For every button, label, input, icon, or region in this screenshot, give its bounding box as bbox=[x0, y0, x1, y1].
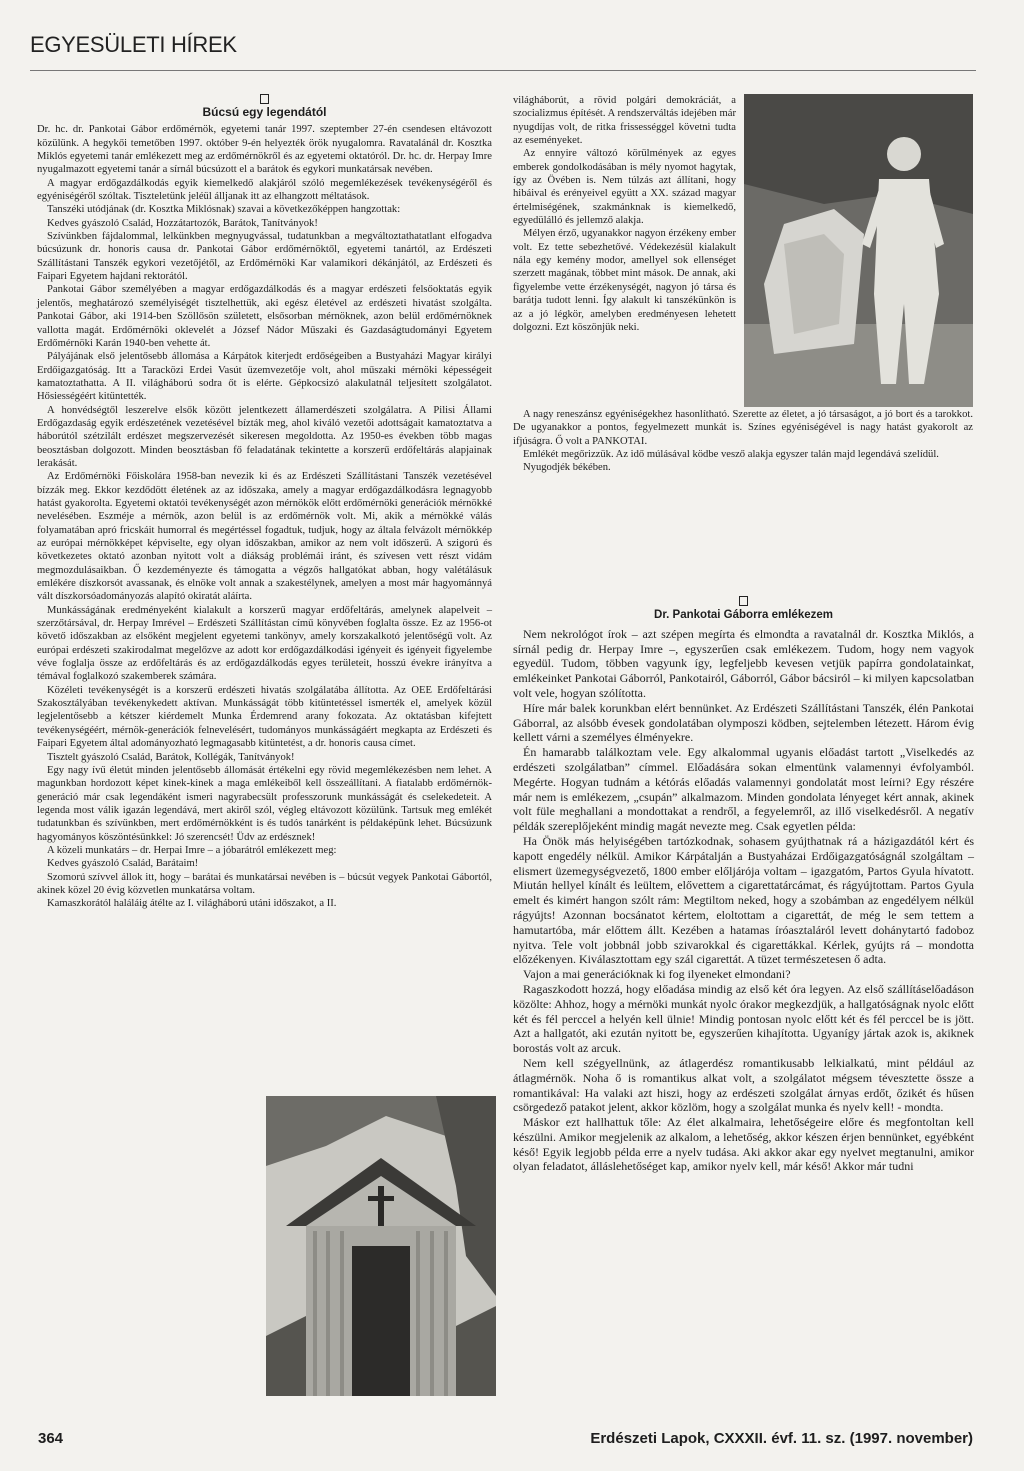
paragraph: Nyugodjék békében. bbox=[523, 462, 611, 474]
paragraph: Közéleti tevékenységét is a korszerű erdészeti hivatás szolgálatába állította. Az OEE Erdőfeltárási Szakosztályában tevékenykedett aktívan. Munkásságát több kitüntetéssel ismerték el, amelyek közül legjelentősebb a kétszer kiérdemelt Munka Érdemrend arany fokozata. Az oktatásban kifejtett tevékenységéért, mérnök-generációk felnevelésért, tudományos munkásságáért megkapta az Erdészeti és Faipari Egyetem által adományozható legmagasabb kitüntetést, a dr. honoris causa címet. bbox=[37, 684, 492, 750]
page-number: 364 bbox=[38, 1430, 64, 1447]
paragraph: Pankotai Gábor személyében a magyar erdőgazdálkodás és a magyar erdészeti felsőoktatás egyik jelentős, meghatározó személyiségét tisztelhettük, aki egész életével az erdészeti hivatást szolgálta. Pankotai Gábor, aki 1914-ben Szöllősön született, elsősorban mérnöknek, azon belül erdőmérnöknek vallotta magát. Erdőmérnöki oklevelét a József Nádor Műszaki és Gazdaságtudományi Egyetem Erdőmérnöki Karán 1940-ben vehette át. bbox=[37, 284, 492, 349]
section-marker-icon bbox=[260, 94, 269, 104]
paragraph: Nem kell szégyellnünk, az átlagerdész romantikusabb lelkialkatú, mint például az átlagmérnök. Noha ő is romantikus alkat volt, a szolgálatot mégsem tévesztette össze a romantikával: Ha valaki azt hiszi, hogy az erdészeti szolgálat árnyas erdőt, őzikét és hűsen csörgedező patakot jelent, akkor közlöm, hogy a szolgálat munka és nyelv kell! - mondta. bbox=[513, 1055, 974, 1115]
paragraph: Szomorú szívvel állok itt, hogy – barátai és munkatársai nevében is – búcsút vegyek Pankotai Gábortól, akinek közel 20 évig közvetlen munkatársa voltam. bbox=[37, 871, 492, 896]
paragraph: Híre már balek korunkban elért bennünket. Az Erdészeti Szállítástani Tanszék, élén Pankotai Gáborral, az alsóbb évesek gondolatában olymposzi ködben, sejtelemben létezett. Három évig kellett várni a személyes élményekre. bbox=[513, 700, 974, 745]
paragraph: Az ennyire változó körülmények az egyes emberek gondolkodásában is mély nyomot hagytak, így az Övében is. Nem túlzás azt állítani, hogy hibáival és erényeivel együtt a XX. század magyar értelmiségének, szakmánknak is kiemelkedő, egyedülálló és jellemző alakja. bbox=[513, 148, 736, 227]
paragraph: Máskor ezt hallhattuk tőle: Az élet alkalmaira, lehetőségeire előre és megfontoltan kell készülni. Amikor megjelenik az alkalom, a lehetőség, akkor készen érjen bennünket, egyébként késő! Egyik legjobb példa erre a nyelv tudása. Aki akkor akar egy nyelvet megtanulni, amikor olyan feladatot, álláslehetőséget kap, amikor nyelv kell, már késő! Akkor már tudni bbox=[513, 1115, 974, 1174]
paragraph: Pályájának első jelentősebb állomása a Kárpátok kiterjedt erdőségeiben a Bustyaházi Magyar királyi Erdőigazgatóság. Itt a Taracközi Erdei Vasút üzemvezetője volt, ahol műszaki mérnöki képességeit kamatoztathatta. A II. világháború sodra őt is elérte. Gépkocsizó alakulatnál teljesített szolgálatot. Hősiességéért kitüntették. bbox=[37, 351, 492, 403]
paragraph: Emlékét megőrizzük. Az idő múlásával ködbe vesző alakja egyszer talán majd legendává szelídül. bbox=[523, 449, 939, 461]
paragraph: Szívünkben fájdalommal, lelkünkben megnyugvással, tudatunkban a megváltoztathatatlant elfogadva búcsúzunk dr. honoris causa dr. Pankotai Gábor erdőmérnöktől, egyetemi tanártól, az Erdészeti Szállítástani Tanszék egykori vezetőjétől, az Erdőmérnöki Kar valamikori dékánjától, az Erdészeti és Faipari Egyetem hajdani rektorától. bbox=[37, 231, 492, 283]
paragraph: Mélyen érző, ugyanakkor nagyon érzékeny ember volt. Ez tette sebezhetővé. Védekezésül kialakult nála egy kemény modor, amellyel sok ellenséget szerzett magának, többet mint mások. De annak, aki figyelembe vette érzékenységét, nagyon jó társa és barátja tudott lenni. Így alakult ki tanszékünkön is az a jó légkör, amelyben eredményesen lehetett dolgozni. Ezt köszönjük neki. bbox=[513, 228, 736, 333]
article1-right-top-column bbox=[513, 94, 736, 334]
article1-left-body bbox=[37, 123, 492, 910]
paragraph: világháborút, a rövid polgári demokráciát, a szocializmus építését. A rendszerváltás idejében már nyugdíjas volt, de ritka frissességgel követni tudta az eseményeket. bbox=[513, 95, 736, 147]
paragraph: Tisztelt gyászoló Család, Barátok, Kollégák, Tanítványok! bbox=[47, 751, 295, 763]
paragraph: Tanszéki utódjának (dr. Kosztka Miklósnak) szavai a következőképpen hangzottak: bbox=[47, 204, 401, 216]
paragraph: Munkásságának eredményeként kialakult a korszerű magyar erdőfeltárás, amelynek alapelveit – szerzőtársával, dr. Herpay Imrével – Erdészeti Szállítástan című könyvében foglalta össze. Ez az 1956-ot követő időszakban az elsőként megjelent egyetemi tankönyv, amely korszakalkotó jelentőségű volt. Az európai erdészeti szakirodalmat megelőzve az adott kor erdőgazdálkodási igényeit és igényeit figyelembe véve foglalja össze az erdőfeltárás és az erdőgazdálkodás egyes területeit, hosszú évekre irányítva a témával foglalkozó szakemberek számára. bbox=[37, 604, 492, 683]
article2-body bbox=[513, 627, 974, 1174]
paragraph: Kamaszkorától haláláig átélte az I. világháború utáni időszakot, a II. bbox=[47, 898, 337, 910]
paragraph: Ragaszkodott hozzá, hogy előadása mindig az első két óra legyen. Az első szállításelőadáson közölte: Ahhoz, hogy a mérnöki munkát nyolc órakor megkezdjük, a hallgatóságnak nyolc előtt két és fél perccel a helyén kell ülnie! Mindig pontosan nyolc előtt két és fél perccel be is jött. Azt a hallgatót, aki ezután nyitott be, egyszerűen kihajította. Ugyanígy jártak azok is, akiknek borostás volt az arcuk. bbox=[513, 981, 974, 1056]
section-title: EGYESÜLETI HÍREK bbox=[30, 32, 237, 57]
article1-left-column bbox=[37, 94, 492, 911]
article2-column bbox=[513, 596, 974, 1174]
paragraph: Vajon a mai generációknak ki fog ilyeneket elmondani? bbox=[523, 967, 791, 982]
paragraph: Nem nekrológot írok – azt szépen megírta és elmondta a ravatalnál dr. Kosztka Miklós, a sírnál pedig dr. Herpay Imre –, egyszerűen csak emlékezem. Tudom, hogy nem vagyok egyedül. Tudom, többen vagyunk így, legfeljebb kevesen vetjük papírra gondolatainkat, emlékeinket Pankotai Gáborról, Pankotairól, Gáborról, Gábor bácsiról – ki milyen kapcsolatban volt vele, hogyan szólította. bbox=[513, 626, 974, 700]
paragraph: A nagy reneszánsz egyéniségekhez hasonlítható. Szerette az életet, a jó társaságot, a jó bort és a tarokkot. De ugyanakkor a pontos, fegyelmezett munkát is. Színes egyéniségével is nagy hatást gyakorolt az ifjúságra. Ő volt a PANKOTAI. bbox=[513, 409, 973, 447]
article1-right-column bbox=[513, 408, 973, 475]
paragraph: A közeli munkatárs – dr. Herpai Imre – a jóbarátról emlékezett meg: bbox=[47, 844, 337, 856]
paragraph: A magyar erdőgazdálkodás egyik kiemelkedő alakjáról szóló megemlékezések tevékenységéről és egyéniségéről szóltak. Tiszteletünk jeléül álljanak itt az elhangzott méltatások. bbox=[37, 177, 492, 203]
chapel-photo-graphic bbox=[266, 1096, 496, 1396]
header-rule bbox=[30, 70, 976, 71]
paragraph: Kedves gyászoló Család, Barátaim! bbox=[47, 858, 199, 870]
article1-right-body bbox=[513, 408, 973, 475]
paragraph: Egy nagy ívű életút minden jelentősebb állomását értékelni egy rövid megemlékezésben nem lehet. A magunkban hordozott képet kinek-kinek a maga emlékeiből kell összeállítani. A fiatalabb erdőmérnök-generáció már csak legendáként ismeri nagyrabecsült professzorunk munkásságát és cselekedeteit. A legenda most válik igazán legendává, mert akiről szól, végleg eltávozott közülünk. Tartsuk meg emlékét tudatunkban és szívünkben, mert erdőmérnökként is és tudós tanárként is példaképünk lehet. Búcsúzunk hagyományos köszöntésünkkel: Jó szerencsét! Üdv az erdésznek! bbox=[37, 764, 492, 843]
section-marker-icon bbox=[739, 596, 748, 606]
article1-title: Búcsú egy legendától bbox=[202, 105, 327, 119]
portrait-photo bbox=[744, 94, 973, 407]
chapel-photo bbox=[266, 1096, 496, 1396]
paragraph: Kedves gyászoló Család, Hozzátartozók, Barátok, Tanítványok! bbox=[47, 217, 318, 229]
portrait-photo-graphic bbox=[744, 94, 973, 407]
paragraph: Dr. hc. dr. Pankotai Gábor erdőmérnök, egyetemi tanár 1997. szeptember 27-én csendesen eltávozott közülünk. A hegykői temetőben 1997. október 9-én helyezték örök nyugalomra. Ravatalánál dr. Kosztka Miklós egyetemi tanár emlékezett meg az erdőmérnökről és az egyetemi oktatóról. Dr. hc. dr. Herpay Imre nyugalmazott egyetemi tanár a sírnál búcsúzott el a barátok és egykori munkatársak nevében. bbox=[37, 124, 492, 176]
article1-right-top-body bbox=[513, 94, 736, 334]
paragraph: Az Erdőmérnöki Főiskolára 1958-ban nevezik ki és az Erdészeti Szállítástani Tanszék vezetésével bízzák meg. Ekkor kezdődött életének az az időszaka, amely a magyar erdőgazdálkodásra legnagyobb hatást gyakorolta. Egyetemi oktatói tevékenységét azon mérnökök előtt erdőmérnöki generációk mérnökké nevelésében. Eszméje a mérnök, azon belül is az erdőmérnök volt. Mi, akik a mérnökké válás folyamatában apró fricskáit humorral és megértéssel fogadtuk, tudjuk, hogy az általa felvázolt mérnökkép az európai mérnökképet képviselte, egy olyan időszakban, amikor az nem volt időszerű. A szigorú és következetes oktató azonban nyitott volt a diákság problémái iránt, és szívesen vett részt vidám megmozdulásaikban. Ő kezdeményezte és támogatta a végzős hallgatókat abban, hogy valétálásuk emlékére díszkorsót avassanak, és elnöke volt annak a szakestélynek, amelyen a most már hagyománnyá vált díszkorsóadományozás alapító okiratát aláírta. bbox=[37, 471, 492, 603]
article2-title: Dr. Pankotai Gáborra emlékezem bbox=[654, 609, 833, 621]
journal-citation: Erdészeti Lapok, CXXXII. évf. 11. sz. (1997. november) bbox=[590, 1430, 973, 1447]
paragraph: Én hamarabb találkoztam vele. Egy alkalommal ugyanis előadást tartott „Viselkedés az erdészeti szolgálatban” címmel. Előadására sokan elmentünk valamennyi évfolyamból. Megérte. Hogyan tudnám a kétórás előadás valamennyi gondolatát most leírni? Egy részére már nem is emlékezem, „csupán” alkalmazom. Minden gondolata lényeget kért annak, akinek volt füle meghallani a mondottakat a rendről, a fegyelemről, az illő viselkedésről. A negatív példák szereplőjeként mindig magát nevezte meg. Csak egyetlen példa: bbox=[513, 745, 974, 834]
paragraph: Ha Önök más helyiségében tartózkodnak, sohasem gyújthatnak rá a házigazdától kért és kapott engedély nélkül. Amikor Kárpátalján a Bustyaházai Erdőigazgatóságnál szolgáltam – elismert üzemegységvezető, 1800 ember előljárója voltam – igazgatóm, Partos Gyula hívatott. Miután hellyel kínált és leültem, elővettem a cigarettatárcámat, és rágyújtottam. Partos Gyula emelt és kimért hangon szólt rám: Megtiltom neked, hogy a szobámban az engedélyem nélkül rágyújts! Azonnan bocsánatot kértem, eloltottam a cigarettát, de még le sem tettem a hamutartóba, már előttem állt. Kezében a hatamas íróasztaláról levett dohánytartó fadoboz nyitva. Tele volt jobbnál jobb szivarokkal és cigarettákkal. Kérlek, gyújts rá – mondotta előzékenyen. Kiválasztottam egy szál cigarettát. A tüzet természetesen ő adta. bbox=[513, 833, 974, 967]
paragraph: A honvédségtől leszerelve elsők között jelentkezett államerdészeti szolgálatra. A Pilisi Állami Erdőgazdaság egyik erdészetének vezetésével bízták meg, ahol kiváló vezetői adottságait kamatoztatva a háborútól szétzilált erdészet megszervezését sikeresen megoldotta. Az 1950-es években több magas beosztásban dolgozott. Minden beosztásban fő feladatának tekintette a korszerű erdőfeltárás alapjainak lerakását. bbox=[37, 404, 492, 469]
